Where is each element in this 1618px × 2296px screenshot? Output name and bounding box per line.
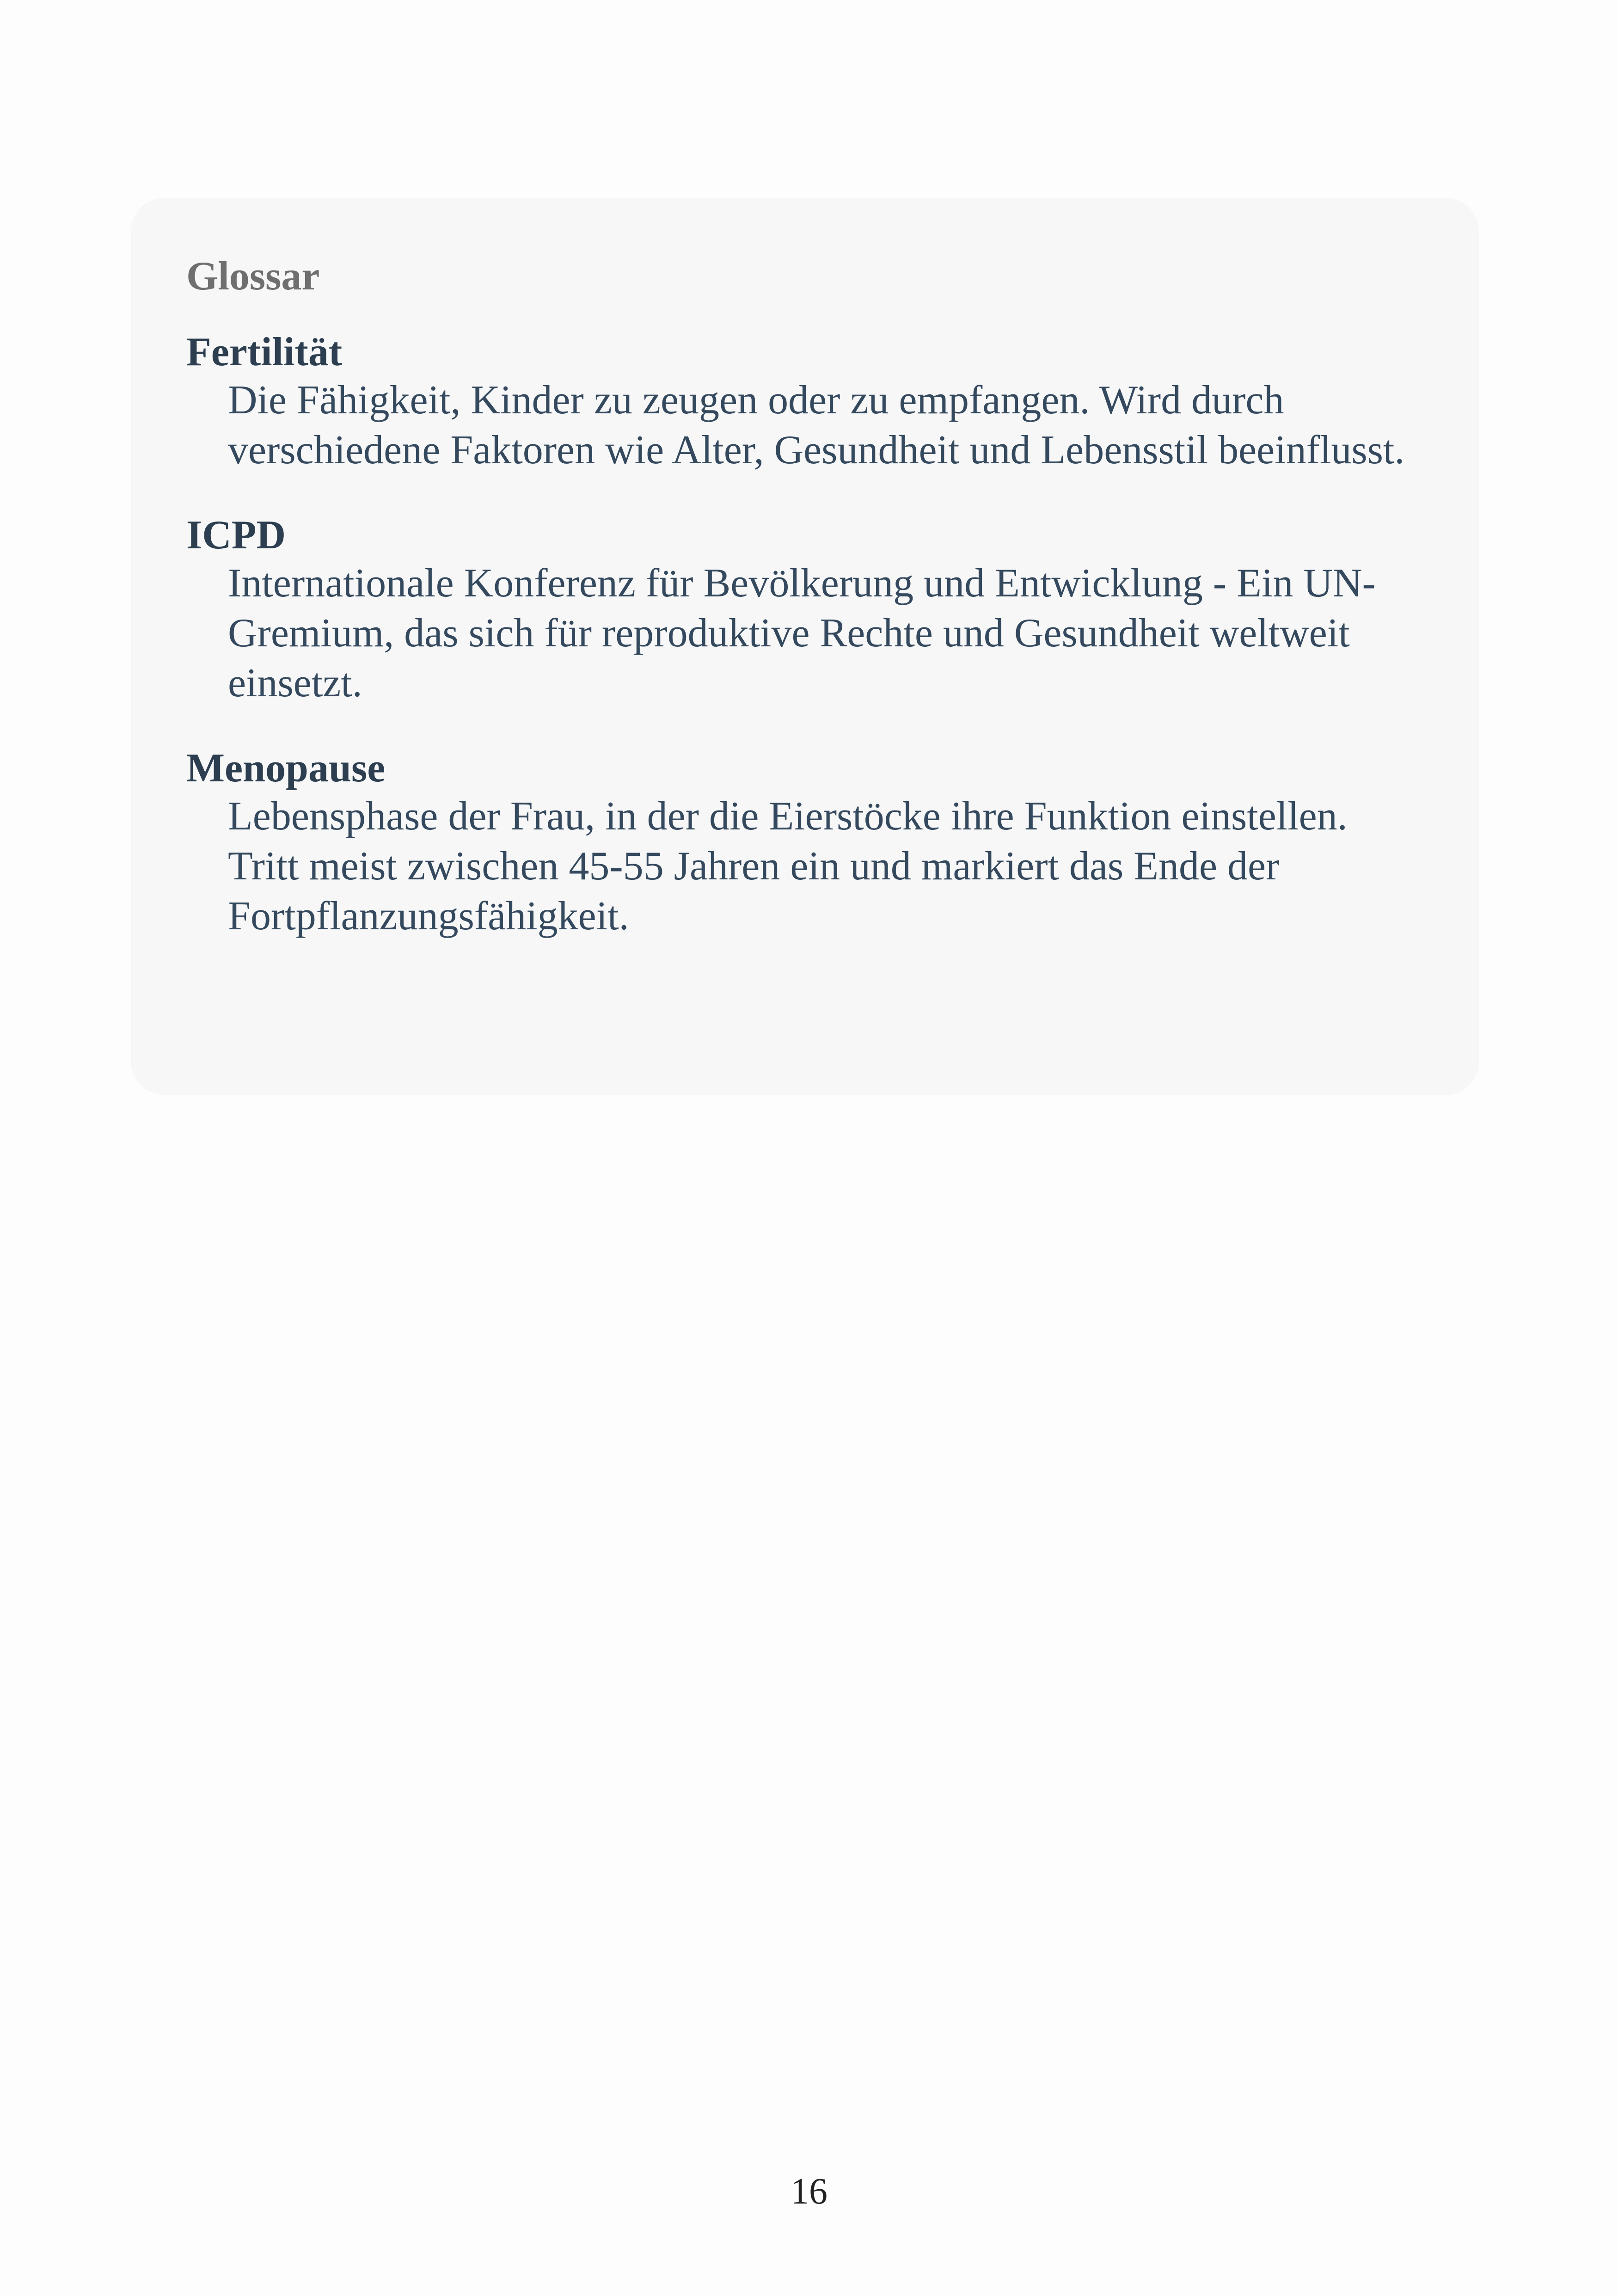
glossary-definition: Die Fähigkeit, Kinder zu zeugen oder zu empfangen. Wird durch verschiedene Faktoren wie Alter, Gesundheit und Lebensstil beeinflusst.	[228, 378, 1405, 473]
glossary-entry-icpd	[186, 512, 1423, 708]
glossary-definition: Internationale Konferenz für Bevölkerung und Entwicklung - Ein UN-Gremium, das sich für reproduktive Rechte und Gesundheit weltweit einsetzt.	[228, 561, 1376, 706]
glossary-definition: Lebensphase der Frau, in der die Eierstöcke ihre Funktion einstellen. Tritt meist zwischen 45-55 Jahren ein und markiert das Ende der Fortpflanzungsfähigkeit.	[228, 794, 1348, 939]
glossary-entry-fertilitaet	[186, 329, 1423, 475]
glossary-heading: Glossar	[186, 254, 320, 299]
glossary-term: Menopause	[186, 746, 386, 791]
page-number: 16	[791, 2171, 827, 2212]
glossary-entry-menopause	[186, 745, 1423, 941]
glossary-term: ICPD	[186, 513, 286, 558]
glossary-term: Fertilität	[186, 330, 343, 374]
glossary-box	[131, 198, 1479, 1095]
